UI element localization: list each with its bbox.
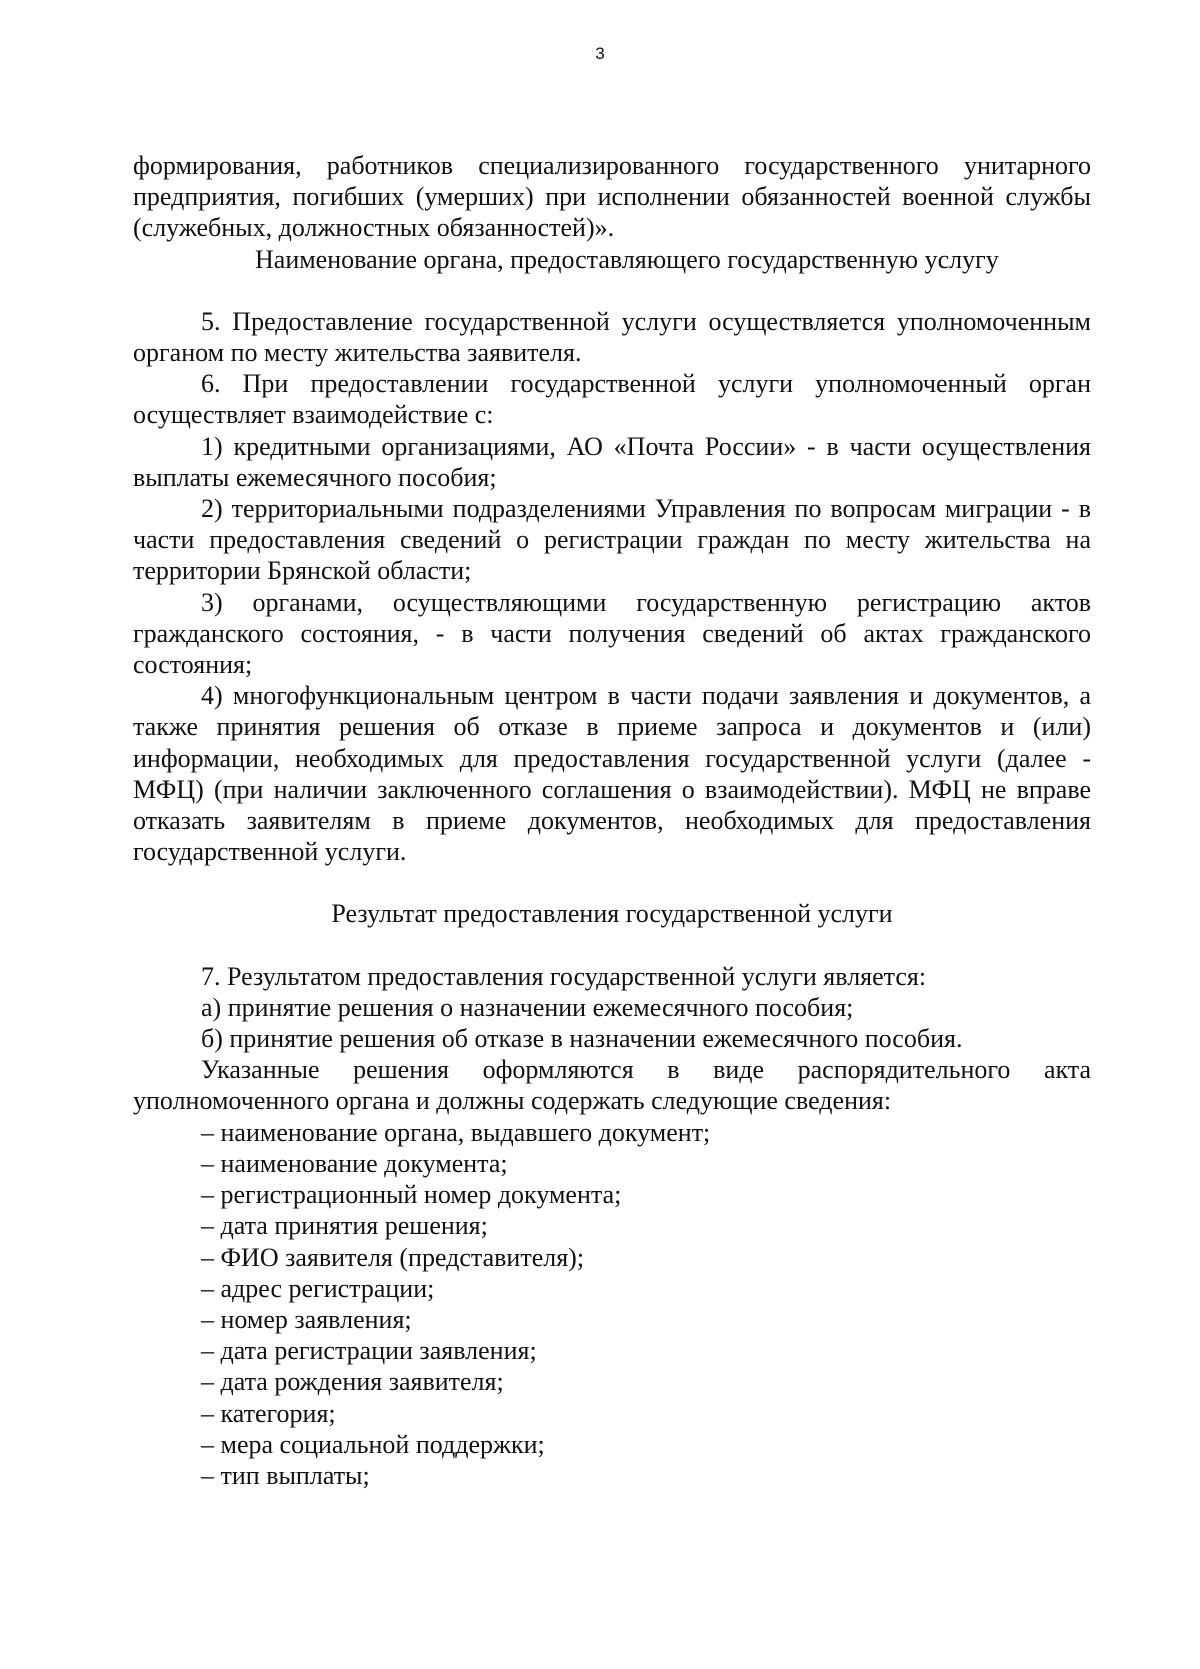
decision-field-item: – мера социальной поддержки;: [201, 1429, 545, 1459]
clause-6-item-3: 3) органами, осуществляющими государственную регистрацию актов гражданского состояния, - в части получения сведений об актах гражданского состояния;: [133, 587, 1091, 680]
decisions-paragraph: Указанные решения оформляются в виде распорядительного акта уполномоченного органа и должны содержать следующие сведения:: [133, 1055, 1091, 1116]
clause-7-item-b: б) принятие решения об отказе в назначении ежемесячного пособия.: [201, 1024, 963, 1054]
decision-field-item: – регистрационный номер документа;: [201, 1180, 622, 1210]
clause-6-item-4: 4) многофункциональным центром в части подачи заявления и документов, а также принятия решения об отказе в приеме запроса и документов и (или) информации, необходимых для предоставления государственной услуги (далее - МФЦ) (при наличии заключенного соглашения о взаимодействии). МФЦ не вправе отказать заявителям в приеме документов, необходимых для предоставления государственной услуги.: [133, 681, 1091, 867]
section-heading-result: Результат предоставления государственной услуги: [331, 899, 893, 929]
clause-7: 7. Результатом предоставления государственной услуги является:: [201, 961, 927, 991]
clause-7-item-a: а) принятие решения о назначении ежемесячного пособия;: [201, 992, 854, 1022]
clause-6-item-2: 2) территориальными подразделениями Управления по вопросам миграции - в части предоставления сведений о регистрации граждан по месту жительства на территории Брянской области;: [133, 494, 1091, 586]
document-body: [133, 150, 1091, 1491]
decision-field-item: – дата принятия решения;: [201, 1211, 488, 1241]
decision-field-item: – адрес регистрации;: [201, 1273, 435, 1303]
decision-field-item: – дата регистрации заявления;: [201, 1336, 537, 1366]
decision-field-item: – наименование документа;: [201, 1148, 508, 1178]
clause-5: 5. Предоставление государственной услуги осуществляется уполномоченным органом по месту жительства заявителя.: [133, 306, 1091, 368]
decision-field-item: – тип выплаты;: [201, 1460, 370, 1490]
page-number: 3: [595, 44, 605, 63]
decision-field-item: – номер заявления;: [201, 1304, 412, 1334]
clause-6: 6. При предоставлении государственной услуги уполномоченный орган осуществляет взаимодействие с:: [133, 369, 1091, 430]
clause-6-item-1: 1) кредитными организациями, АО «Почта России» - в части осуществления выплаты ежемесячного пособия;: [133, 431, 1091, 492]
section-heading-authority: Наименование органа, предоставляющего государственную услугу: [255, 244, 999, 274]
intro-paragraph: формирования, работников специализированного государственного унитарного предприятия, погибших (умерших) при исполнении обязанностей военной службы (служебных, должностных обязанностей)».: [133, 151, 1091, 243]
decision-field-item: – дата рождения заявителя;: [201, 1367, 504, 1397]
decision-field-item: – наименование органа, выдавшего документ;: [201, 1117, 711, 1147]
decision-field-item: – ФИО заявителя (представителя);: [201, 1242, 585, 1272]
decision-field-item: – категория;: [201, 1398, 336, 1428]
